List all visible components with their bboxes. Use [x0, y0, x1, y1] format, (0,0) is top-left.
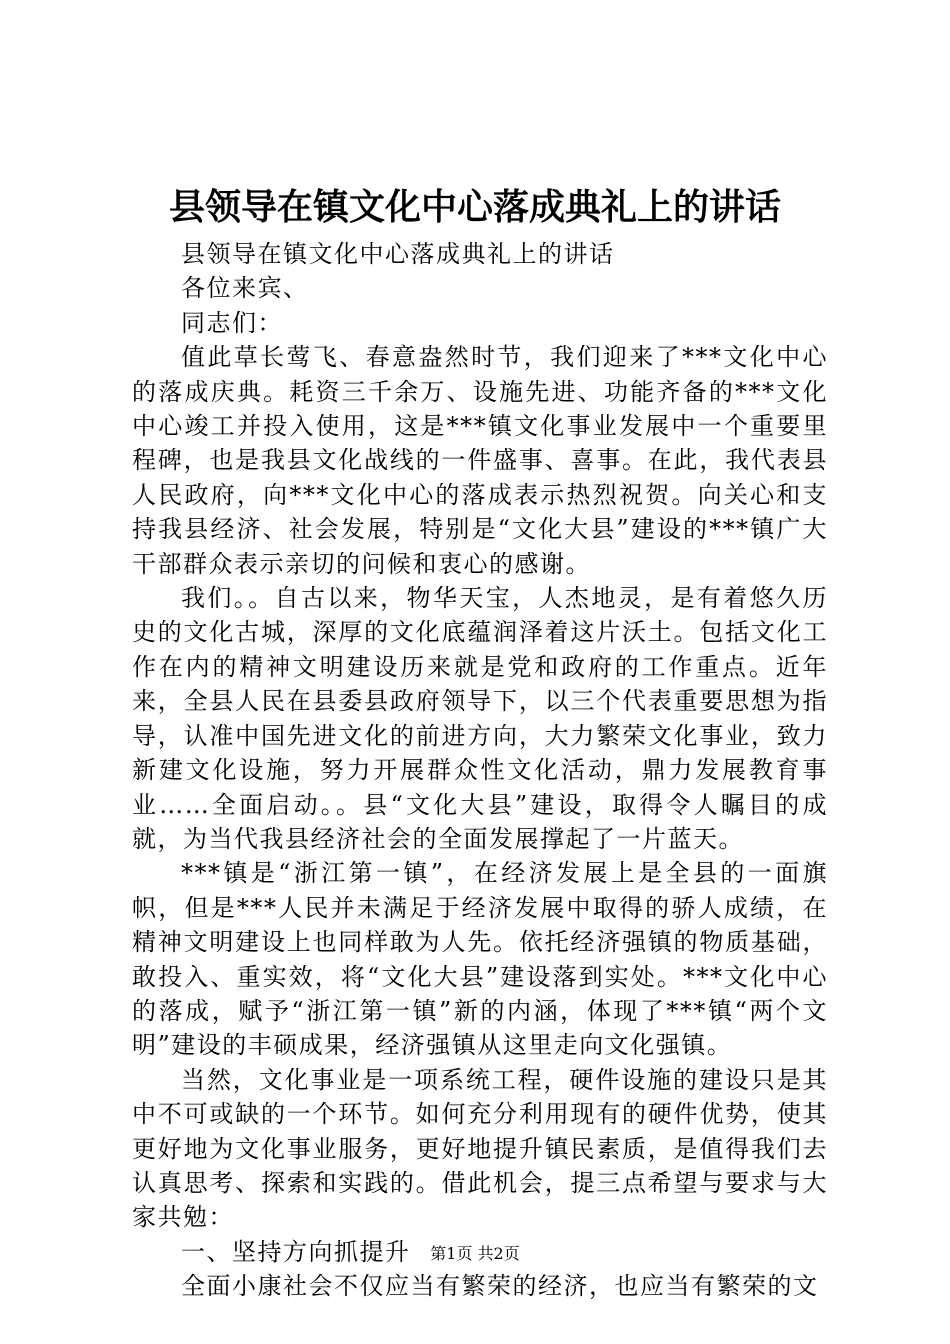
- paragraph: ***镇是“浙江第一镇”，在经济发展上是全县的一面旗帜，但是***人民并未满足于经济发展中取得的骄人成绩，在精神文明建设上也同样敢为人先。依托经济强镇的物质基础，敢投入、重实效，将“文化大县”建设落到实处。***文化中心的落成，赋予“浙江第一镇”新的内涵，体现了***镇“两个文明”建设的丰硕成果，经济强镇从这里走向文化强镇。: [132, 859, 828, 1060]
- paragraph: 值此草长莺飞、春意盎然时节，我们迎来了***文化中心的落成庆典。耗资三千余万、设施先进、功能齐备的***文化中心竣工并投入使用，这是***镇文化事业发展中一个重要里程碑，也是我县文化战线的一件盛事、喜事。在此，我代表县人民政府，向***文化中心的落成表示热烈祝贺。向关心和支持我县经济、社会发展，特别是“文化大县”建设的***镇广大干部群众表示亲切的问候和衷心的感谢。: [132, 343, 828, 578]
- document-title: 县领导在镇文化中心落成典礼上的讲话: [168, 186, 781, 228]
- section-heading: 一、坚持方向抓提升: [181, 1237, 411, 1266]
- paragraph-subtitle: 县领导在镇文化中心落成典礼上的讲话: [181, 240, 615, 268]
- paragraph-salutation-comrades: 同志们：: [181, 308, 283, 337]
- paragraph: 当然，文化事业是一项系统工程，硬件设施的建设只是其中不可或缺的一个环节。如何充分利用现有的硬件优势，使其更好地为文化事业服务，更好地提升镇民素质，是值得我们去认真思考、探索和实践的。借此机会，提三点希望与要求与大家共勉：: [132, 1065, 828, 1232]
- page-footer: 第1页 共2页: [430, 1244, 520, 1263]
- paragraph-salutation-guests: 各位来宾、: [181, 274, 309, 303]
- paragraph: 全面小康社会不仅应当有繁荣的经济，也应当有繁荣的文: [181, 1272, 819, 1301]
- paragraph: 我们。。自古以来，物华天宝，人杰地灵，是有着悠久历史的文化古城，深厚的文化底蕴润泽着这片沃土。包括文化工作在内的精神文明建设历来就是党和政府的工作重点。近年来，全县人民在县委县政府领导下，以三个代表重要思想为指导，认准中国先进文化的前进方向，大力繁荣文化事业，致力新建文化设施，努力开展群众性文化活动，鼎力发展教育事业……全面启动。。县“文化大县”建设，取得令人瞩目的成就，为当代我县经济社会的全面发展撑起了一片蓝天。: [132, 584, 828, 853]
- document-body: [132, 237, 828, 1304]
